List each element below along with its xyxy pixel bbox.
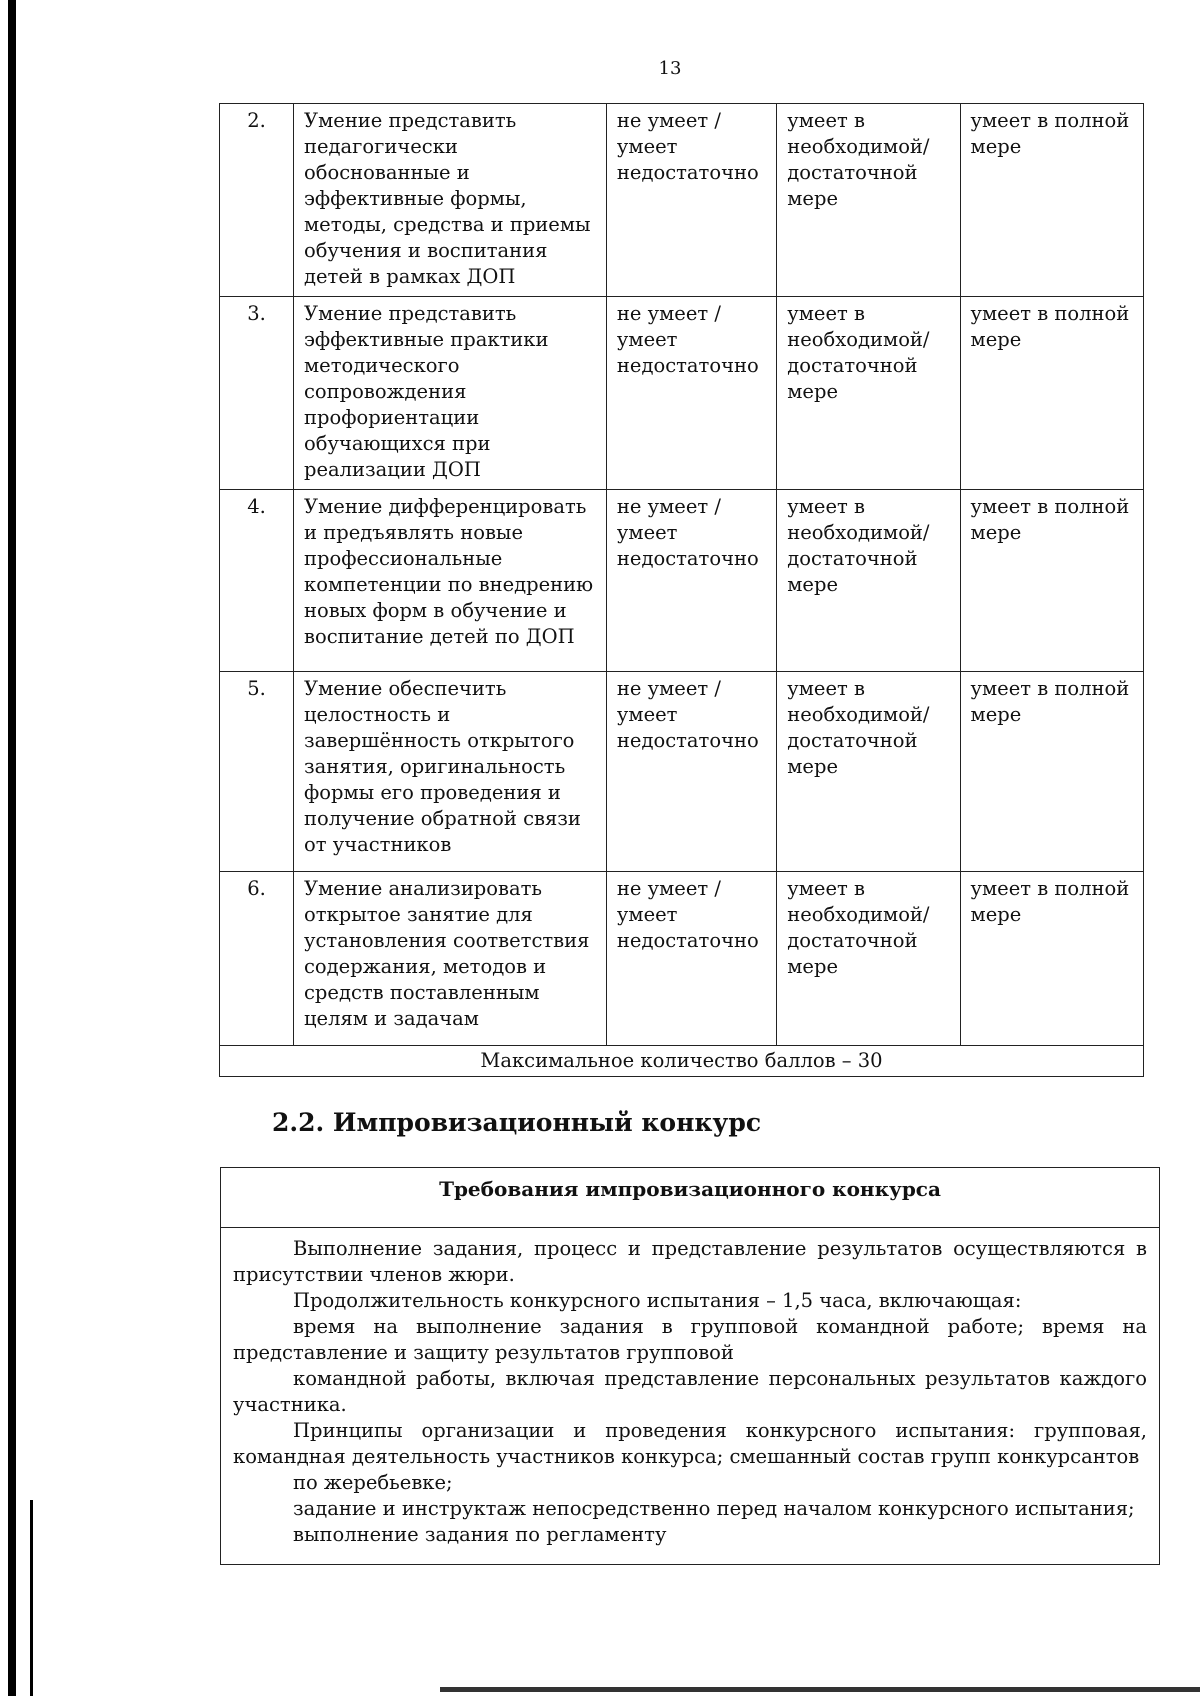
- requirements-paragraph: Выполнение задания, процесс и представление результатов осуществляются в присутствии членов жюри.: [233, 1237, 1147, 1286]
- level-high: умеет в полной мере: [960, 104, 1143, 297]
- criterion-description: Умение анализировать открытое занятие для установления соответствия содержания, методов и средств поставленным целям и задачам: [294, 872, 607, 1046]
- level-low: не умеет / умеет недостаточно: [606, 672, 776, 872]
- level-high: умеет в полной мере: [960, 297, 1143, 490]
- requirements-paragraph: Продолжительность конкурсного испытания – 1,5 часа, включающая:: [293, 1289, 1022, 1312]
- level-high: умеет в полной мере: [960, 872, 1143, 1046]
- level-medium: умеет в необходимой/ достаточной мере: [777, 672, 960, 872]
- row-number: 3.: [220, 297, 294, 490]
- criterion-description: Умение дифференцировать и предъявлять новые профессиональные компетенции по внедрению новых форм в обучение и воспитание детей по ДОП: [294, 490, 607, 672]
- requirements-paragraph: время на выполнение задания в групповой командной работе; время на представление и защиту результатов групповой: [233, 1315, 1147, 1364]
- row-number: 6.: [220, 872, 294, 1046]
- requirements-paragraph: по жеребьевке;: [293, 1471, 453, 1494]
- level-high: умеет в полной мере: [960, 490, 1143, 672]
- scan-bottom-edge: [440, 1687, 1200, 1692]
- row-number: 2.: [220, 104, 294, 297]
- level-low: не умеет / умеет недостаточно: [606, 297, 776, 490]
- requirements-paragraph: командной работы, включая представление персональных результатов каждого участника.: [233, 1367, 1147, 1416]
- criterion-description: Умение представить эффективные практики методического сопровождения профориентации обучающихся при реализации ДОП: [294, 297, 607, 490]
- criterion-description: Умение обеспечить целостность и завершённость открытого занятия, оригинальность формы его проведения и получение обратной связи от участников: [294, 672, 607, 872]
- level-low: не умеет / умеет недостаточно: [606, 104, 776, 297]
- total-row: [220, 1046, 1144, 1077]
- table-row: [220, 104, 1144, 297]
- requirements-box: [220, 1167, 1160, 1565]
- level-medium: умеет в необходимой/ достаточной мере: [777, 297, 960, 490]
- requirements-paragraph: Принципы организации и проведения конкурсного испытания: групповая, командная деятельность участников конкурса; смешанный состав групп конкурсантов: [233, 1419, 1147, 1468]
- level-medium: умеет в необходимой/ достаточной мере: [777, 872, 960, 1046]
- table-row: [220, 672, 1144, 872]
- level-high: умеет в полной мере: [960, 672, 1143, 872]
- level-medium: умеет в необходимой/ достаточной мере: [777, 490, 960, 672]
- requirements-paragraph: выполнение задания по регламенту: [293, 1523, 667, 1546]
- scan-left-edge: [8, 0, 16, 1696]
- row-number: 5.: [220, 672, 294, 872]
- row-number: 4.: [220, 490, 294, 672]
- table-row: [220, 872, 1144, 1046]
- level-low: не умеет / умеет недостаточно: [606, 490, 776, 672]
- table-row: [220, 297, 1144, 490]
- scan-left-edge-mark: [30, 1500, 33, 1696]
- criterion-description: Умение представить педагогически обоснованные и эффективные формы, методы, средства и приемы обучения и воспитания детей в рамках ДОП: [294, 104, 607, 297]
- level-low: не умеет / умеет недостаточно: [606, 872, 776, 1046]
- requirements-body: [221, 1228, 1159, 1548]
- section-heading: 2.2. Импровизационный конкурс: [272, 1108, 762, 1137]
- requirements-title: Требования импровизационного конкурса: [221, 1168, 1159, 1228]
- max-score: Максимальное количество баллов – 30: [220, 1046, 1144, 1077]
- requirements-paragraph: задание и инструктаж непосредственно перед началом конкурсного испытания;: [293, 1497, 1135, 1520]
- table-row: [220, 490, 1144, 672]
- page-number: 13: [658, 58, 682, 79]
- criteria-table: [219, 103, 1144, 1077]
- level-medium: умеет в необходимой/ достаточной мере: [777, 104, 960, 297]
